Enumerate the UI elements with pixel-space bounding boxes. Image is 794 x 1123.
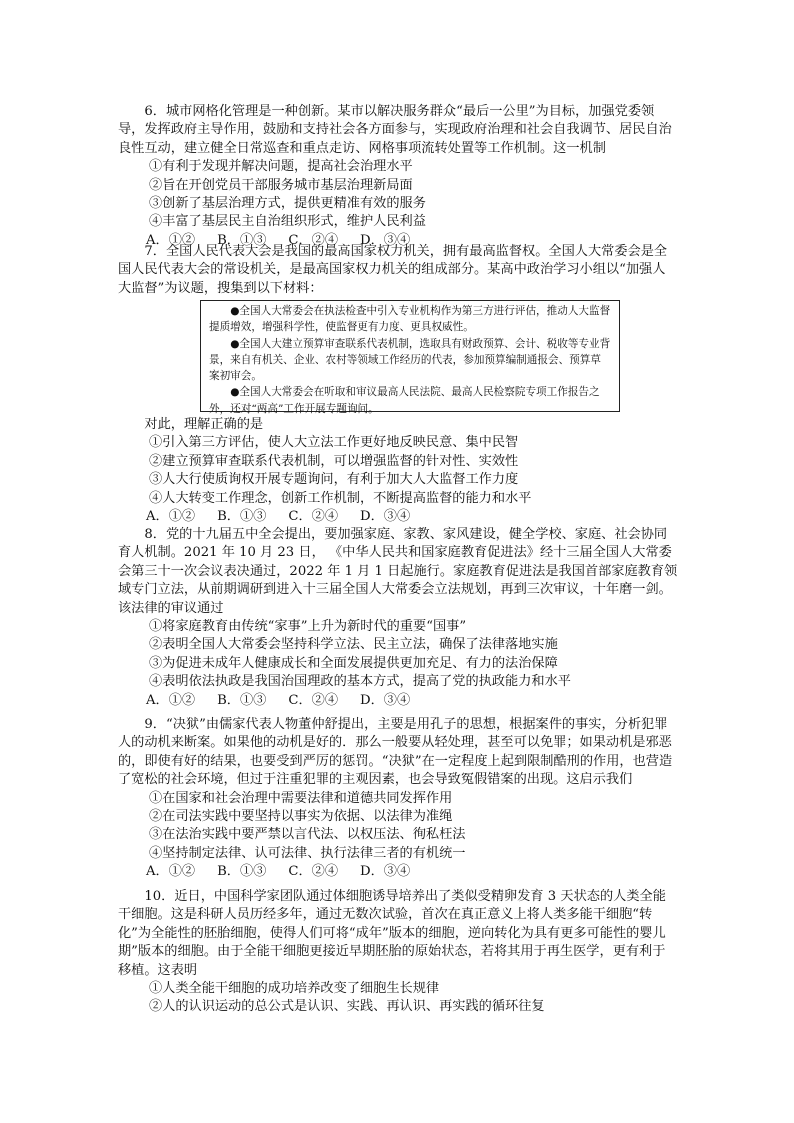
question-10-stem: 10．近日，中国科学家团队通过体细胞诱导培养出了类似受精卵发育 3 天状态的人类全能干细胞。这是科研人员历经多年，通过无数次试验，首次在真正意义上将人类多能干细胞“转化”为全能性的胚胎细胞，使得人们可将“成年”版本的细胞，逆向转化为具有更多可能性的婴儿期”版本的细胞。由于全能干细胞更接近早期胚胎的原始状态，若将其用于再生医学，更有利于移植。这表明 — [118, 889, 666, 978]
question-9-answers — [118, 863, 678, 881]
answer-c: C．②④ — [288, 232, 339, 248]
question-8-option-3: ③为促进未成年人健康成长和全面发展提供更加充足、有力的法治保障 — [149, 655, 558, 671]
question-8-stem: 8．党的十九届五中全会提出，要加强家庭、家教、家风建设，健全学校、家庭、社会协同育人机制。2021 年 10 月 23 日， 《中华人民共和国家庭教育促进法》经十三届全国人大常委会第三十一次会议表决通过，2022 年 1 月 1 日起施行。家庭教育促进法是我国首部家庭教育领域专门立法，从前期调研到进入十三届全国人大常委会立法规划，再到三次审议，十年磨一剑。该法律的审议通过 — [118, 527, 678, 616]
answer-a: A．①② — [146, 864, 196, 880]
answer-d: D．③④ — [360, 864, 411, 880]
answer-d: D．③④ — [360, 509, 411, 525]
answer-a: A．①② — [146, 232, 196, 248]
answer-b: B．①③ — [217, 864, 267, 880]
question-8-option-4: ④表明依法执政是我国治国理政的基本方式，提高了党的执政能力和水平 — [149, 674, 571, 690]
answer-c: C．②④ — [288, 509, 339, 525]
question-7 — [118, 243, 678, 298]
question-9-option-4: ④坚持制定法律、认可法律、执行法律三者的有机统一 — [149, 845, 466, 861]
answer-d: D．③④ — [360, 692, 411, 708]
answer-b: B．①③ — [217, 692, 267, 708]
material-item-2: ●全国人大建立预算审查联系代表机制，选取具有财政预算、会计、税收等专业背景，来自有机关、企业、农村等领域工作经历的代表，参加预算编制通报会、预算草案初审会。 — [209, 337, 611, 383]
material-item-3: ●全国人大常委会在听取和审议最高人民法院、最高人民检察院专项工作报告之外，还对“两高”工作开展专题询问。 — [209, 386, 600, 415]
question-8-option-2: ②表明全国人大常委会坚持科学立法、民主立法，确保了法律落地实施 — [149, 637, 558, 653]
answer-b: B．①③ — [217, 232, 267, 248]
question-7-option-4: ④人大转变工作理念，创新工作机制，不断提高监督的能力和水平 — [149, 490, 532, 506]
answer-b: B．①③ — [217, 509, 267, 525]
question-7-option-3: ③人大行使质询权开展专题询问，有利于加大人大监督工作力度 — [149, 472, 519, 488]
answer-a: A．①② — [146, 692, 196, 708]
question-7-followup: 对此，理解正确的是 — [144, 417, 264, 432]
answer-d: D．③④ — [360, 232, 411, 248]
question-6 — [118, 103, 678, 250]
question-6-stem: 6．城市网格化管理是一种创新。某市以解决服务群众“最后一公里”为目标，加强党委领导，发挥政府主导作用，鼓励和支持社会各方面参与，实现政府治理和社会自我调节、居民自治良性互动，建立健全日常巡查和重点走访、网格事项流转处置等工作机制。这一机制 — [118, 104, 672, 156]
question-7-continued — [118, 416, 678, 526]
question-6-option-4: ④丰富了基层民主自治组织形式，维护人民利益 — [149, 214, 426, 230]
question-8-option-1: ①将家庭教育由传统“家事”上升为新时代的重要“国事” — [149, 619, 467, 635]
question-9 — [118, 716, 678, 882]
question-8 — [118, 526, 678, 710]
question-10 — [118, 888, 678, 1017]
question-7-option-2: ②建立预算审查联系代表机制，可以增强监督的针对性、实效性 — [149, 453, 519, 469]
question-9-option-3: ③在法治实践中要严禁以言代法、以权压法、徇私枉法 — [149, 827, 466, 843]
question-7-material-box — [200, 300, 620, 415]
question-10-option-1: ①人类全能干细胞的成功培养改变了细胞生长规律 — [149, 981, 440, 997]
question-6-option-3: ③创新了基层治理方式，提供更精准有效的服务 — [149, 196, 426, 212]
question-7-answers — [118, 508, 678, 526]
question-9-stem: 9．“决狱”由儒家代表人物董仲舒提出，主要是用孔子的思想，根据案件的事实，分析犯罪人的动机来断案。如果他的动机是好的．那么一般要从轻处理，甚至可以免罪；如果动机是邪恶的，即使有好的结果，也要受到严厉的惩罚。“决狱”在一定程度上起到限制酷刑的作用，也营造了宽松的社会环境，但过于注重犯罪的主观因素，也会导致冤假错案的出现。这启示我们 — [118, 717, 673, 788]
question-6-option-2: ②旨在开创党员干部服务城市基层治理新局面 — [149, 177, 413, 193]
question-7-option-1: ①引入第三方评估，使人大立法工作更好地反映民意、集中民智 — [149, 435, 519, 451]
answer-c: C．②④ — [288, 864, 339, 880]
question-10-option-2: ②人的认识运动的总公式是认识、实践、再认识、再实践的循环往复 — [149, 999, 545, 1015]
material-item-1: ●全国人大常委会在执法检查中引入专业机构作为第三方进行评估，推动人大监督提质增效，增强科学性，使监督更有力度、更具权威性。 — [209, 305, 611, 334]
question-8-answers — [118, 692, 678, 710]
answer-a: A．①② — [146, 509, 196, 525]
question-9-option-2: ②在司法实践中要坚持以事实为依据、以法律为准绳 — [149, 809, 453, 825]
answer-c: C．②④ — [288, 692, 339, 708]
question-9-option-1: ①在国家和社会治理中需要法律和道德共同发挥作用 — [149, 790, 453, 806]
question-6-option-1: ①有利于发现并解决问题，提高社会治理水平 — [149, 159, 413, 175]
question-7-stem: 7．全国人民代表大会是我国的最高国家权力机关，拥有最高监督权。全国人大常委会是全国人民代表大会的常设机关，是最高国家权力机关的组成部分。某高中政治学习小组以“加强人大监督”为议题，搜集到以下材料： — [118, 244, 668, 296]
